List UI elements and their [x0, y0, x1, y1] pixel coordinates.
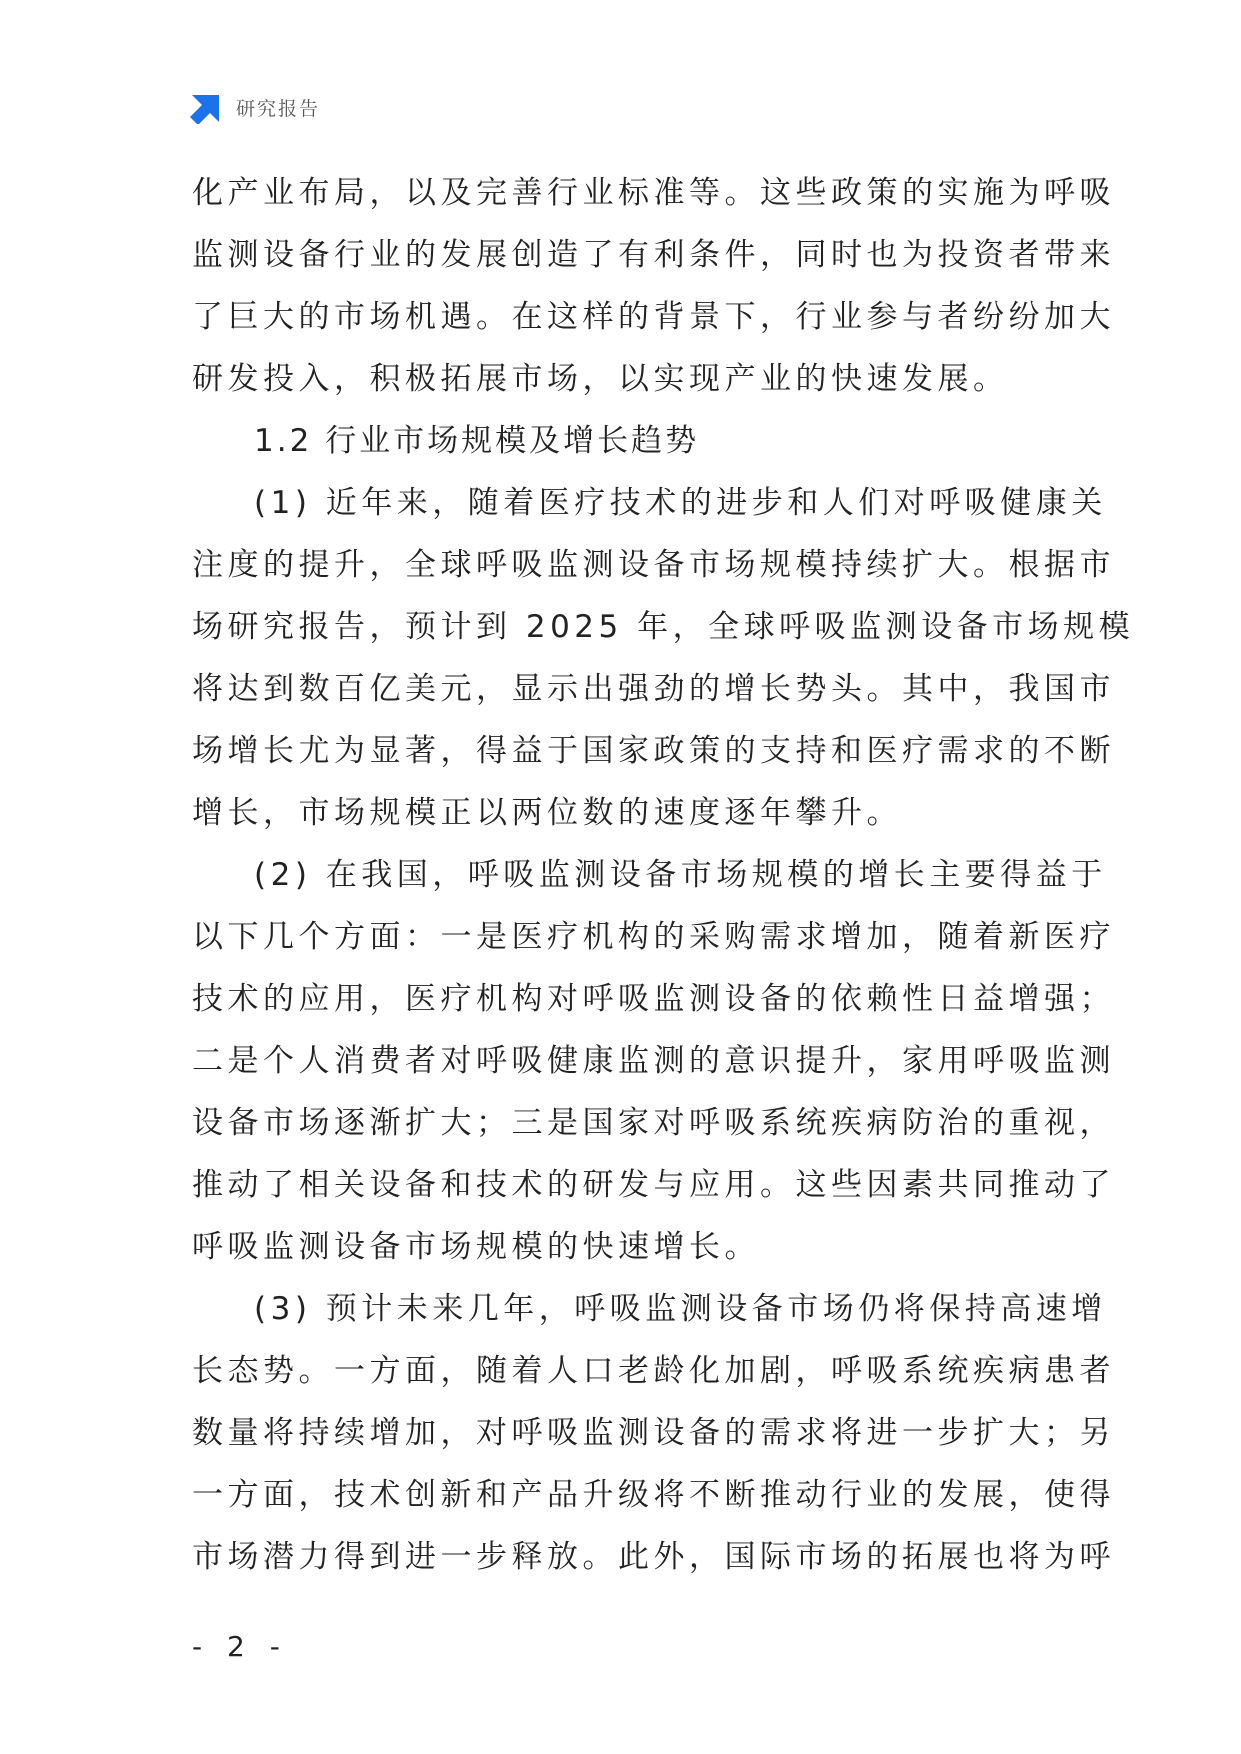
paragraph-line: 将达到数百亿美元，显示出强劲的增长势头。其中，我国市 [192, 671, 1115, 707]
paragraph-line: 推动了相关设备和技术的研发与应用。这些因素共同推动了 [192, 1167, 1115, 1203]
paragraph-line: 呼吸监测设备市场规模的快速增长。 [192, 1229, 760, 1265]
paragraph-line: 监测设备行业的发展创造了有利条件，同时也为投资者带来 [192, 237, 1115, 273]
paragraph-line: 场研究报告，预计到 2025 年，全球呼吸监测设备市场规模 [192, 609, 1135, 645]
paragraph-line: (3) 预计未来几年，呼吸监测设备市场仍将保持高速增 [254, 1291, 1107, 1327]
paragraph-line: 设备市场逐渐扩大；三是国家对呼吸系统疾病防治的重视， [192, 1105, 1115, 1141]
paragraph-line: 技术的应用，医疗机构对呼吸监测设备的依赖性日益增强； [192, 981, 1115, 1017]
page-header [190, 90, 320, 124]
paragraph-line: (2) 在我国，呼吸监测设备市场规模的增长主要得益于 [254, 857, 1107, 893]
paragraph-line: 一方面，技术创新和产品升级将不断推动行业的发展，使得 [192, 1477, 1115, 1513]
paragraph-line: 数量将持续增加，对呼吸监测设备的需求将进一步扩大；另 [192, 1415, 1115, 1451]
paragraph-line: 研发投入，积极拓展市场，以实现产业的快速发展。 [192, 361, 1009, 397]
paragraph-line: 了巨大的市场机遇。在这样的背景下，行业参与者纷纷加大 [192, 299, 1115, 335]
header-title: 研究报告 [236, 97, 321, 120]
paragraph-line: 长态势。一方面，随着人口老龄化加剧，呼吸系统疾病患者 [192, 1353, 1115, 1389]
paragraph-line: 增长，市场规模正以两位数的速度逐年攀升。 [192, 795, 902, 831]
paragraph-line: 市场潜力得到进一步释放。此外，国际市场的拓展也将为呼 [192, 1539, 1115, 1575]
document-body [192, 162, 1135, 1588]
paragraph-line: 以下几个方面：一是医疗机构的采购需求增加，随着新医疗 [192, 919, 1115, 955]
arrow-up-right-icon [190, 90, 224, 124]
paragraph-line: 注度的提升，全球呼吸监测设备市场规模持续扩大。根据市 [192, 547, 1115, 583]
paragraph-line: 化产业布局，以及完善行业标准等。这些政策的实施为呼吸 [192, 175, 1115, 211]
section-heading: 1.2 行业市场规模及增长趋势 [254, 423, 700, 459]
paragraph-line: (1) 近年来，随着医疗技术的进步和人们对呼吸健康关 [254, 485, 1107, 521]
paragraph-line: 场增长尤为显著，得益于国家政策的支持和医疗需求的不断 [192, 733, 1115, 769]
page-number: - 2 - [192, 1630, 288, 1663]
paragraph-line: 二是个人消费者对呼吸健康监测的意识提升，家用呼吸监测 [192, 1043, 1115, 1079]
